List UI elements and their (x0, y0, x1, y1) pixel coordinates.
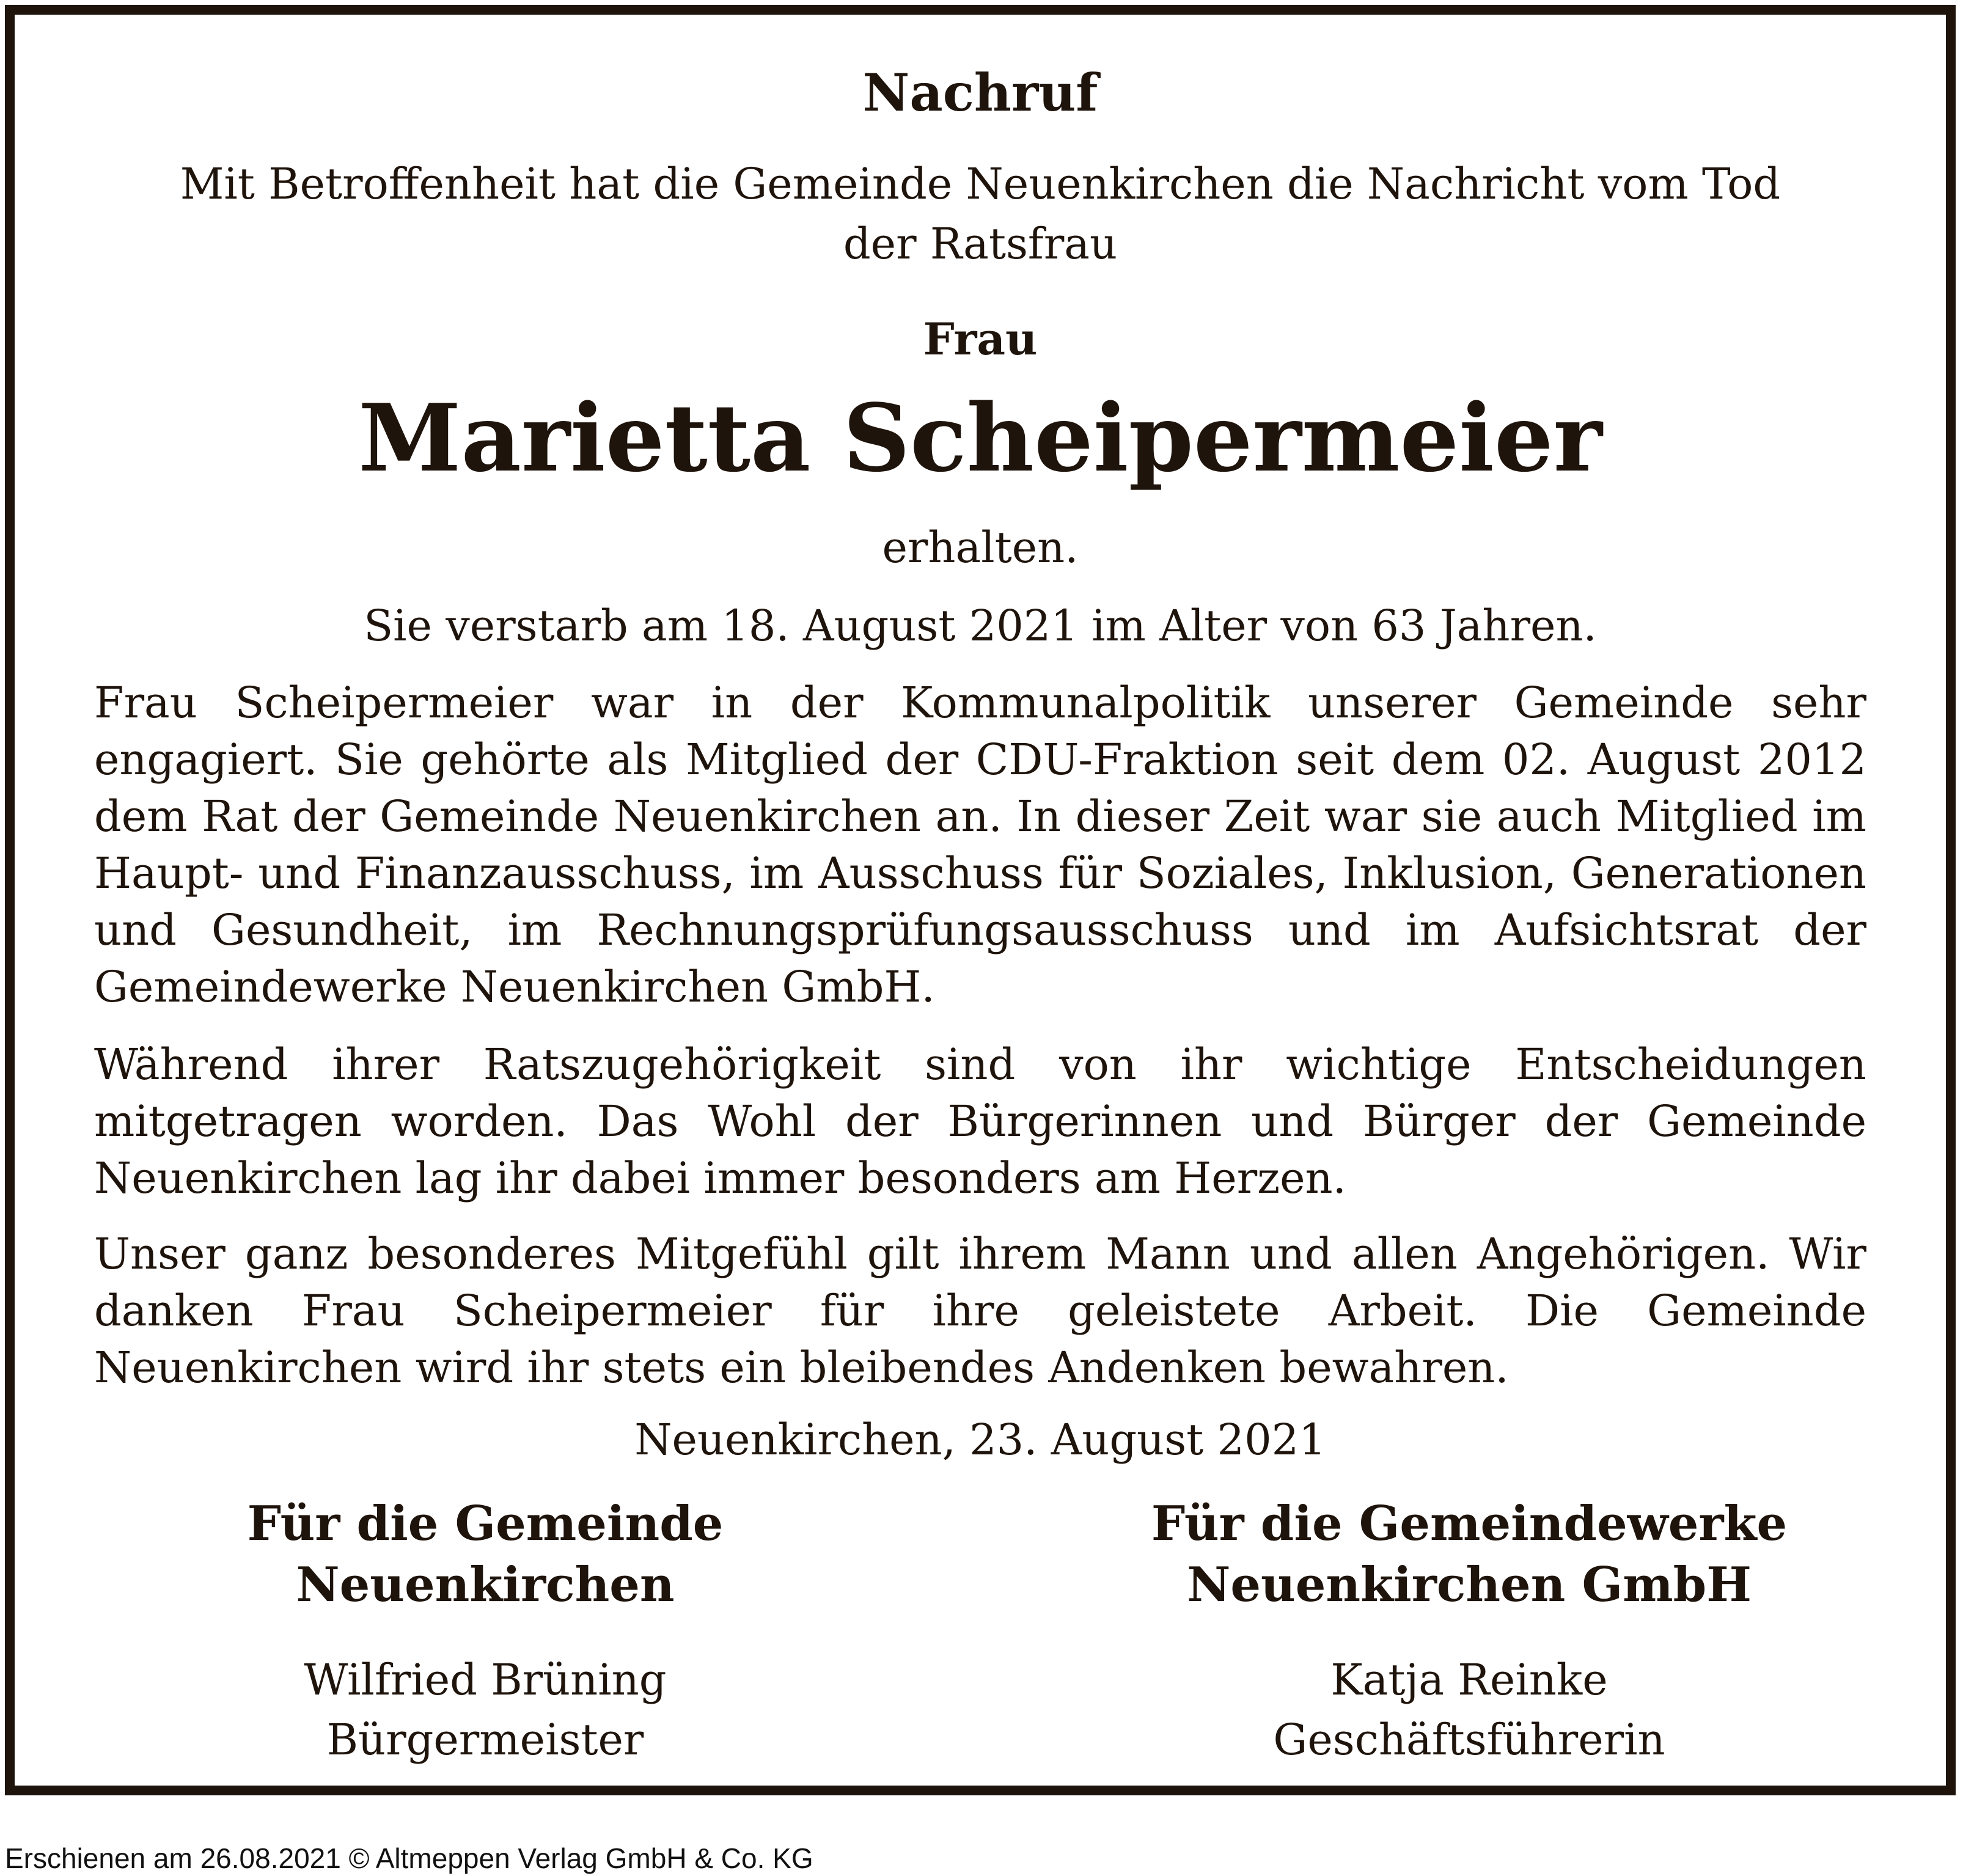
signature-utility-company (980, 1493, 1958, 1770)
signature-org-line-1: Für die Gemeindewerke (1151, 1496, 1788, 1552)
obituary-content (94, 15, 1866, 1786)
signature-org-line-2: Neuenkirchen GmbH (1187, 1557, 1752, 1613)
paragraph-politics: Frau Scheipermeier war in der Kommunalpolitik unserer Gemeinde sehr engagiert. Sie gehörte als Mitglied der CDU-Fraktion seit dem 02. August 2012 dem Rat der Gemeinde Neuenkirchen an. In dieser Zeit war sie auch Mitglied im Haupt- und Finanzausschuss, im Ausschuss für Soziales, Inklusion, Generationen und Gesundheit, im Rechnungsprüfungsausschuss und im Aufsichtsrat der Gemeindewerke Neuenkirchen GmbH. (94, 678, 1866, 1012)
signature-person-name: Katja Reinke (1330, 1655, 1608, 1705)
signature-person-role: Geschäftsführerin (1273, 1715, 1665, 1765)
deceased-name: Marietta Scheipermeier (358, 383, 1602, 493)
signature-org-line-2: Neuenkirchen (296, 1557, 675, 1613)
place-and-date: Neuenkirchen, 23. August 2021 (634, 1415, 1326, 1465)
intro-line-2: der Ratsfrau (843, 219, 1118, 269)
salutation: Frau (923, 313, 1038, 365)
signature-org (980, 1493, 1958, 1616)
received-text: erhalten. (882, 522, 1079, 573)
obituary-intro (94, 154, 1866, 274)
signature-person-role: Bürgermeister (326, 1715, 644, 1765)
signature-org (94, 1493, 876, 1616)
signature-org-line-1: Für die Gemeinde (247, 1496, 724, 1552)
paragraph-council: Während ihrer Ratszugehörigkeit sind von ihr wichtige Entscheidungen mitgetragen worden. Das Wohl der Bürgerinnen und Bürger der Gemeinde Neuenkirchen lag ihr dabei immer besonders am Herzen. (94, 1039, 1866, 1203)
signature-person-name: Wilfried Brüning (304, 1655, 667, 1705)
signature-person (94, 1650, 876, 1770)
signature-municipality (94, 1493, 876, 1770)
paragraph-condolence: Unser ganz besonderes Mitgefühl gilt ihrem Mann und allen Angehörigen. Wir danken Frau Scheipermeier für ihre geleistete Arbeit. Die Gemeinde Neuenkirchen wird ihr stets ein bleibendes Andenken bewahren. (94, 1229, 1866, 1393)
intro-line-1: Mit Betroffenheit hat die Gemeinde Neuenkirchen die Nachricht vom Tod (180, 159, 1781, 209)
obituary-frame (5, 5, 1956, 1795)
signature-person (980, 1650, 1958, 1770)
obituary-title: Nachruf (862, 62, 1098, 123)
publication-footer: Erschienen am 26.08.2021 © Altmeppen Verlag GmbH & Co. KG (5, 1842, 813, 1874)
death-date-line: Sie verstarb am 18. August 2021 im Alter von 63 Jahren. (364, 601, 1597, 651)
